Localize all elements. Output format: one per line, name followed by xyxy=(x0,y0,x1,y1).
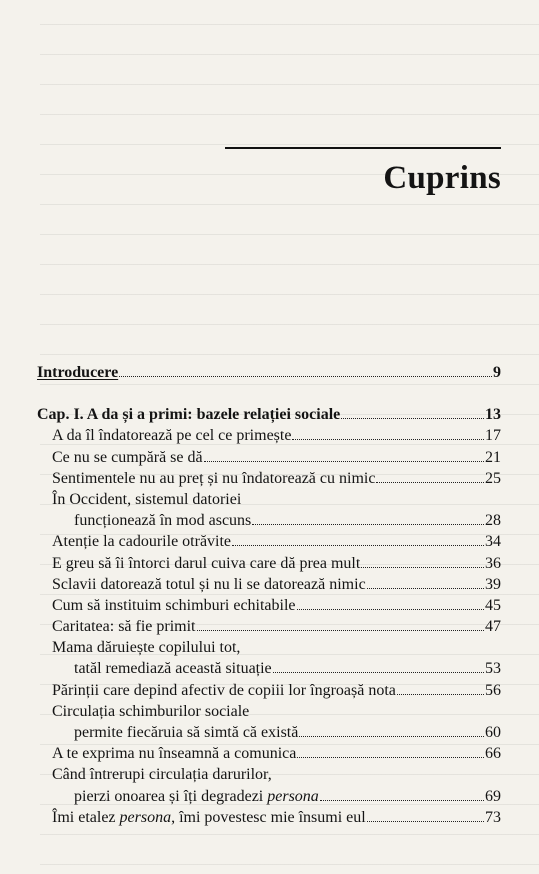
toc-entry xyxy=(37,701,501,722)
toc-entry-label: Atenție la cadourile otrăvite xyxy=(52,533,232,551)
toc-entry-page: 17 xyxy=(485,427,501,445)
leader-dots xyxy=(297,744,484,758)
leader-dots xyxy=(320,787,484,801)
toc-entry xyxy=(37,531,501,552)
leader-dots xyxy=(119,363,492,377)
leader-dots xyxy=(361,554,484,568)
toc-entry-label: Sentimentele nu au preț și nu îndatorează cu nimic xyxy=(52,469,376,487)
toc-entry xyxy=(37,637,501,658)
leader-dots xyxy=(273,659,484,673)
toc-entry xyxy=(37,743,501,764)
toc-entry-page: 39 xyxy=(485,575,501,593)
toc-entry-label: E greu să îi întorci darul cuiva care dă prea mult xyxy=(52,554,361,572)
leader-dots xyxy=(204,448,484,462)
toc-entry xyxy=(37,362,501,383)
toc-entry-page: 28 xyxy=(485,512,501,530)
toc-entry-label: Cap. I. A da și a primi: bazele relației sociale xyxy=(37,406,341,424)
toc-entry-label: Părinții care depind afectiv de copiii lor îngroașă nota xyxy=(52,681,396,699)
toc-entry-label: permite fiecăruia să simtă că există xyxy=(74,724,299,741)
toc-entry-continuation xyxy=(37,722,501,743)
toc-entry xyxy=(37,489,501,510)
title-rule xyxy=(225,147,501,149)
leader-dots xyxy=(367,808,484,822)
toc-entry-label: A te exprima nu înseamnă a comunica xyxy=(52,745,297,763)
toc-entry-page: 60 xyxy=(485,724,501,741)
toc-entry-label: Cum să instituim schimburi echitabile xyxy=(52,596,296,614)
leader-dots xyxy=(297,596,484,610)
toc-entry-page: 66 xyxy=(485,745,501,763)
toc-entry-label: Circulația schimburilor sociale xyxy=(52,702,250,720)
toc-entry-label: pierzi onoarea și îți degradezi persona xyxy=(74,787,319,805)
toc-entry-label: Când întrerupi circulația darurilor, xyxy=(52,766,272,784)
toc-entry-page: 53 xyxy=(485,660,501,678)
toc-entry-page: 47 xyxy=(485,618,501,636)
toc-entry-page: 56 xyxy=(485,681,501,699)
toc-entry-page: 45 xyxy=(485,596,501,614)
toc-entry xyxy=(37,447,501,468)
toc-entry-label: Caritatea: să fie primit xyxy=(52,618,196,636)
toc-entry xyxy=(37,574,501,595)
toc-entry-label: Sclavii datorează totul și nu li se datorează nimic xyxy=(52,575,366,593)
toc-entry-page: 13 xyxy=(485,406,501,424)
toc-entry-page: 9 xyxy=(493,364,501,381)
leader-dots xyxy=(292,426,484,440)
leader-dots xyxy=(376,469,484,483)
toc-entry xyxy=(37,468,501,489)
leader-dots xyxy=(341,405,484,419)
toc-entry xyxy=(37,807,501,828)
table-of-contents xyxy=(37,362,501,828)
toc-entry-continuation xyxy=(37,658,501,679)
toc-entry-label: Mama dăruiește copilului tot, xyxy=(52,639,241,657)
leader-dots xyxy=(252,511,484,525)
toc-entry-label: Ce nu se cumpără se dă xyxy=(52,448,203,466)
toc-entry-label: funcționează în mod ascuns xyxy=(74,512,252,530)
toc-entry xyxy=(37,425,501,446)
toc-entry xyxy=(37,404,501,425)
leader-dots xyxy=(397,681,484,695)
page-title: Cuprins xyxy=(383,160,501,196)
toc-entry xyxy=(37,680,501,701)
toc-entry xyxy=(37,764,501,785)
toc-entry-page: 25 xyxy=(485,469,501,487)
toc-entry-page: 34 xyxy=(485,533,501,551)
toc-entry-page: 73 xyxy=(485,808,501,826)
toc-entry xyxy=(37,595,501,616)
leader-dots xyxy=(299,723,484,737)
toc-entry xyxy=(37,553,501,574)
toc-entry-label: A da îl îndatorează pe cel ce primește xyxy=(52,427,292,445)
toc-entry-page: 36 xyxy=(485,554,501,572)
toc-entry-label: tatăl remediază această situație xyxy=(74,660,272,678)
toc-entry-label: Introducere xyxy=(37,364,119,381)
toc-entry-page: 21 xyxy=(485,448,501,466)
toc-entry-label: Îmi etalez persona, îmi povestesc mie însumi eul xyxy=(52,808,366,826)
toc-entry-page: 69 xyxy=(485,787,501,805)
leader-dots xyxy=(367,575,484,589)
leader-dots xyxy=(197,617,485,631)
toc-entry-continuation xyxy=(37,510,501,531)
leader-dots xyxy=(232,532,484,546)
toc-entry-label: În Occident, sistemul datoriei xyxy=(52,490,242,508)
toc-entry xyxy=(37,616,501,637)
toc-entry-continuation xyxy=(37,786,501,807)
